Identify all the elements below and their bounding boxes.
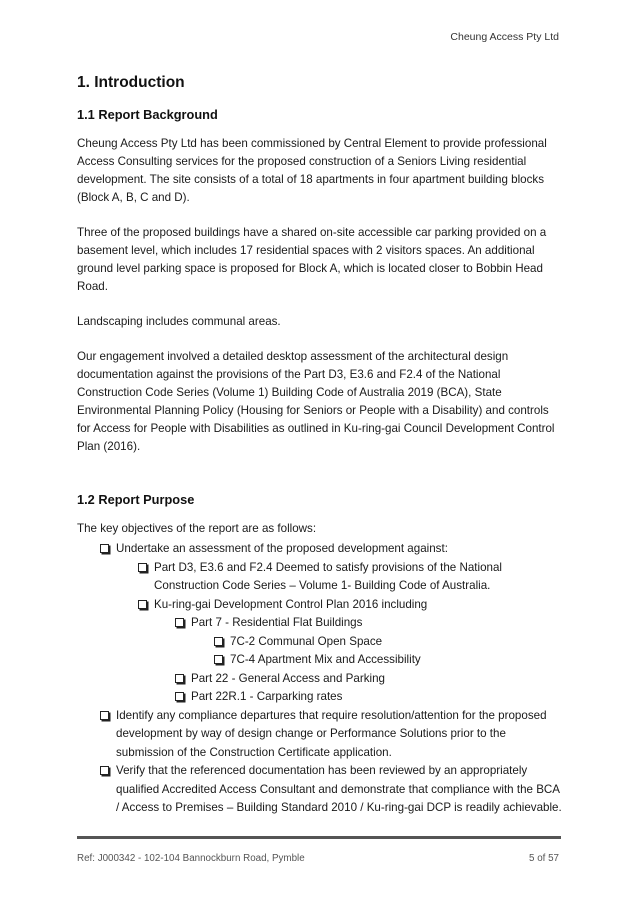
checkbox-bullet-icon [175,692,184,701]
footer-divider [77,836,561,839]
list-item: Part 22R.1 - Carparking rates [77,688,565,707]
footer-reference: Ref: J000342 - 102-104 Bannockburn Road, Pymble [77,853,305,864]
page-number: 5 of 57 [529,853,559,864]
list-item: Part 7 - Residential Flat Buildings [77,614,565,633]
subsection-title-background: 1.1 Report Background [77,107,218,122]
objectives-list [77,540,565,818]
list-item: Identify any compliance departures that require resolution/attention for the proposed development by way of design change or Performance Solutions prior to the submission of the Construction Certificate application. [77,707,565,763]
checkbox-bullet-icon [175,618,184,627]
page-content [77,74,565,818]
checkbox-bullet-icon [138,563,147,572]
checkbox-bullet-icon [100,711,109,720]
list-item: 7C-2 Communal Open Space [77,633,565,652]
purpose-intro: The key objectives of the report are as follows: [77,522,317,535]
list-item: Ku-ring-gai Development Control Plan 2016 including [77,596,565,615]
checkbox-bullet-icon [138,600,147,609]
list-item: 7C-4 Apartment Mix and Accessibility [77,651,565,670]
subsection-title-purpose: 1.2 Report Purpose [77,492,195,507]
checkbox-bullet-icon [214,637,223,646]
background-paragraph: Three of the proposed buildings have a shared on-site accessible car parking provided on a basement level, which includes 17 residential spaces with 2 visitors spaces. An additional ground level parking space is proposed for Block A, which is located closer to Bobbin Head Road. [77,226,547,293]
section-title: 1. Introduction [77,74,185,91]
checkbox-bullet-icon [214,655,223,664]
list-item: Undertake an assessment of the proposed development against: [77,540,565,559]
list-item: Verify that the referenced documentation has been reviewed by an appropriately qualified Accredited Access Consultant and demonstrate that compliance with the BCA / Access to Premises – Building Standard 2010 / Ku-ring-gai DCP is readily achievable. [77,762,565,818]
list-item: Part D3, E3.6 and F2.4 Deemed to satisfy provisions of the National Construction Code Series – Volume 1- Building Code of Australia. [77,559,565,596]
checkbox-bullet-icon [100,544,109,553]
checkbox-bullet-icon [100,766,109,775]
checkbox-bullet-icon [175,674,184,683]
list-item: Part 22 - General Access and Parking [77,670,565,689]
background-paragraph: Cheung Access Pty Ltd has been commissioned by Central Element to provide professional Access Consulting services for the proposed construction of a Seniors Living residential development. The site consists of a total of 18 apartments in four apartment building blocks (Block A, B, C and D). [77,137,547,204]
header-company-name: Cheung Access Pty Ltd [450,31,559,43]
background-paragraph: Landscaping includes communal areas. [77,315,281,328]
background-paragraph: Our engagement involved a detailed desktop assessment of the architectural design documentation against the provisions of the Part D3, E3.6 and F2.4 of the National Construction Code Series (Volume 1) Building Code of Australia 2019 (BCA), State Environmental Planning Policy (Housing for Seniors or People with a Disability) and controls for Access for People with Disabilities as outlined in Ku-ring-gai Council Development Control Plan (2016). [77,350,555,453]
